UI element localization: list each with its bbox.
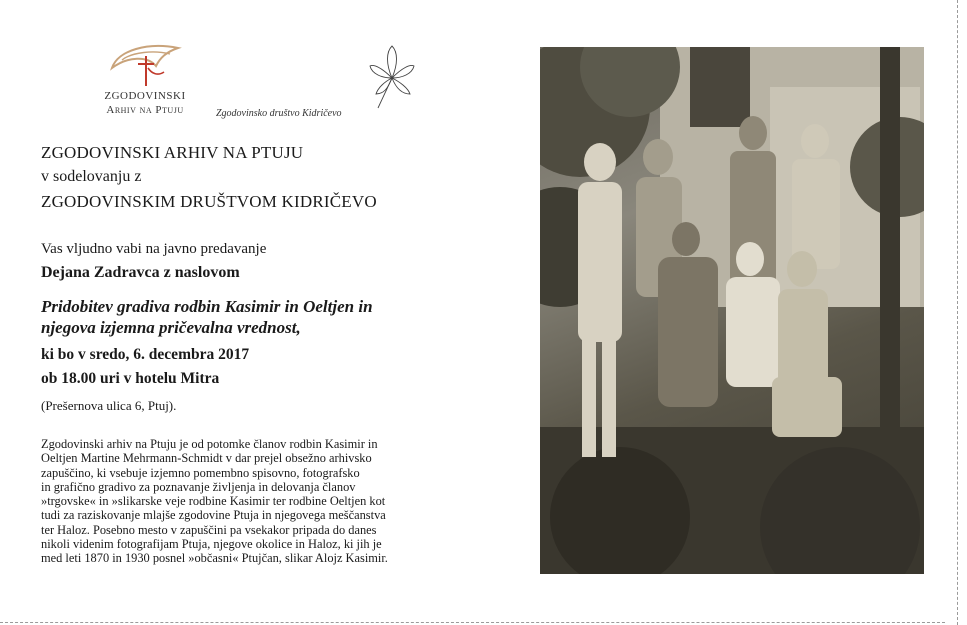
organizer-heading: ZGODOVINSKI ARHIV NA PTUJU (41, 143, 304, 162)
lecture-title-line2: njegova izjemna pričevalna vrednost, (41, 318, 301, 337)
chestnut-leaf-icon (368, 44, 416, 110)
zgodovinski-arhiv-logo (80, 38, 210, 122)
cut-line-bottom (0, 622, 945, 623)
drustvo-logo-text: Zgodovinsko društvo Kidričevo (216, 108, 342, 119)
family-group-photograph (540, 47, 924, 574)
description-line: in grafično gradivo za poznavanje življenja in delovanja članov (41, 479, 356, 494)
lecture-time-place: ob 18.00 uri v hotelu Mitra (41, 370, 220, 387)
cut-line-right (957, 0, 958, 625)
description-line: med leti 1870 in 1930 posnel »občasni« Ptujčan, slikar Alojz Kasimir. (41, 551, 388, 566)
description-line: zapuščino, ki vsebuje izjemno pomembno spisovno, fotografsko (41, 465, 360, 480)
description-line: Zgodovinski arhiv na Ptuju je od potomke članov rodbin Kasimir in (41, 437, 378, 451)
partner-heading: ZGODOVINSKIM DRUŠTVOM KIDRIČEVO (41, 192, 377, 211)
description-line: nikoli videnim fotografijam Ptuja, njegove okolice in Haloz, ki jih je (41, 537, 382, 552)
arhiv-logo-line2: Arhiv na Ptuju (106, 104, 184, 116)
description-paragraph (41, 437, 481, 566)
arhiv-logo-line1: ZGODOVINSKI (104, 90, 186, 102)
description-line: »trgovske« in »slikarske veje rodbine Kasimir ter rodbine Oeltjen kot (41, 494, 386, 509)
invite-text: Vas vljudno vabi na javno predavanje (41, 241, 267, 257)
lecture-title-line1: Pridobitev gradiva rodbin Kasimir in Oeltjen in (41, 297, 373, 316)
description-line: Oeltjen Martine Mehrmann-Schmidt v dar prejel obsežno arhivsko (41, 451, 372, 466)
photo-illustration (540, 47, 924, 574)
lecture-date: ki bo v sredo, 6. decembra 2017 (41, 346, 250, 363)
description-line: ter Haloz. Posebno mesto v zapuščini pa vsekakor pripada do danes (41, 522, 377, 537)
lecture-address: (Prešernova ulica 6, Ptuj). (41, 398, 177, 413)
description-line: tudi za raziskovanje mlajše zgodovine Ptuja in njegovega meščanstva (41, 508, 386, 523)
cooperation-text: v sodelovanju z (41, 168, 142, 185)
arhiv-emblem-icon (108, 38, 182, 88)
zgodovinsko-drustvo-logo (216, 40, 416, 120)
speaker-name: Dejana Zadravca z naslovom (41, 264, 240, 281)
